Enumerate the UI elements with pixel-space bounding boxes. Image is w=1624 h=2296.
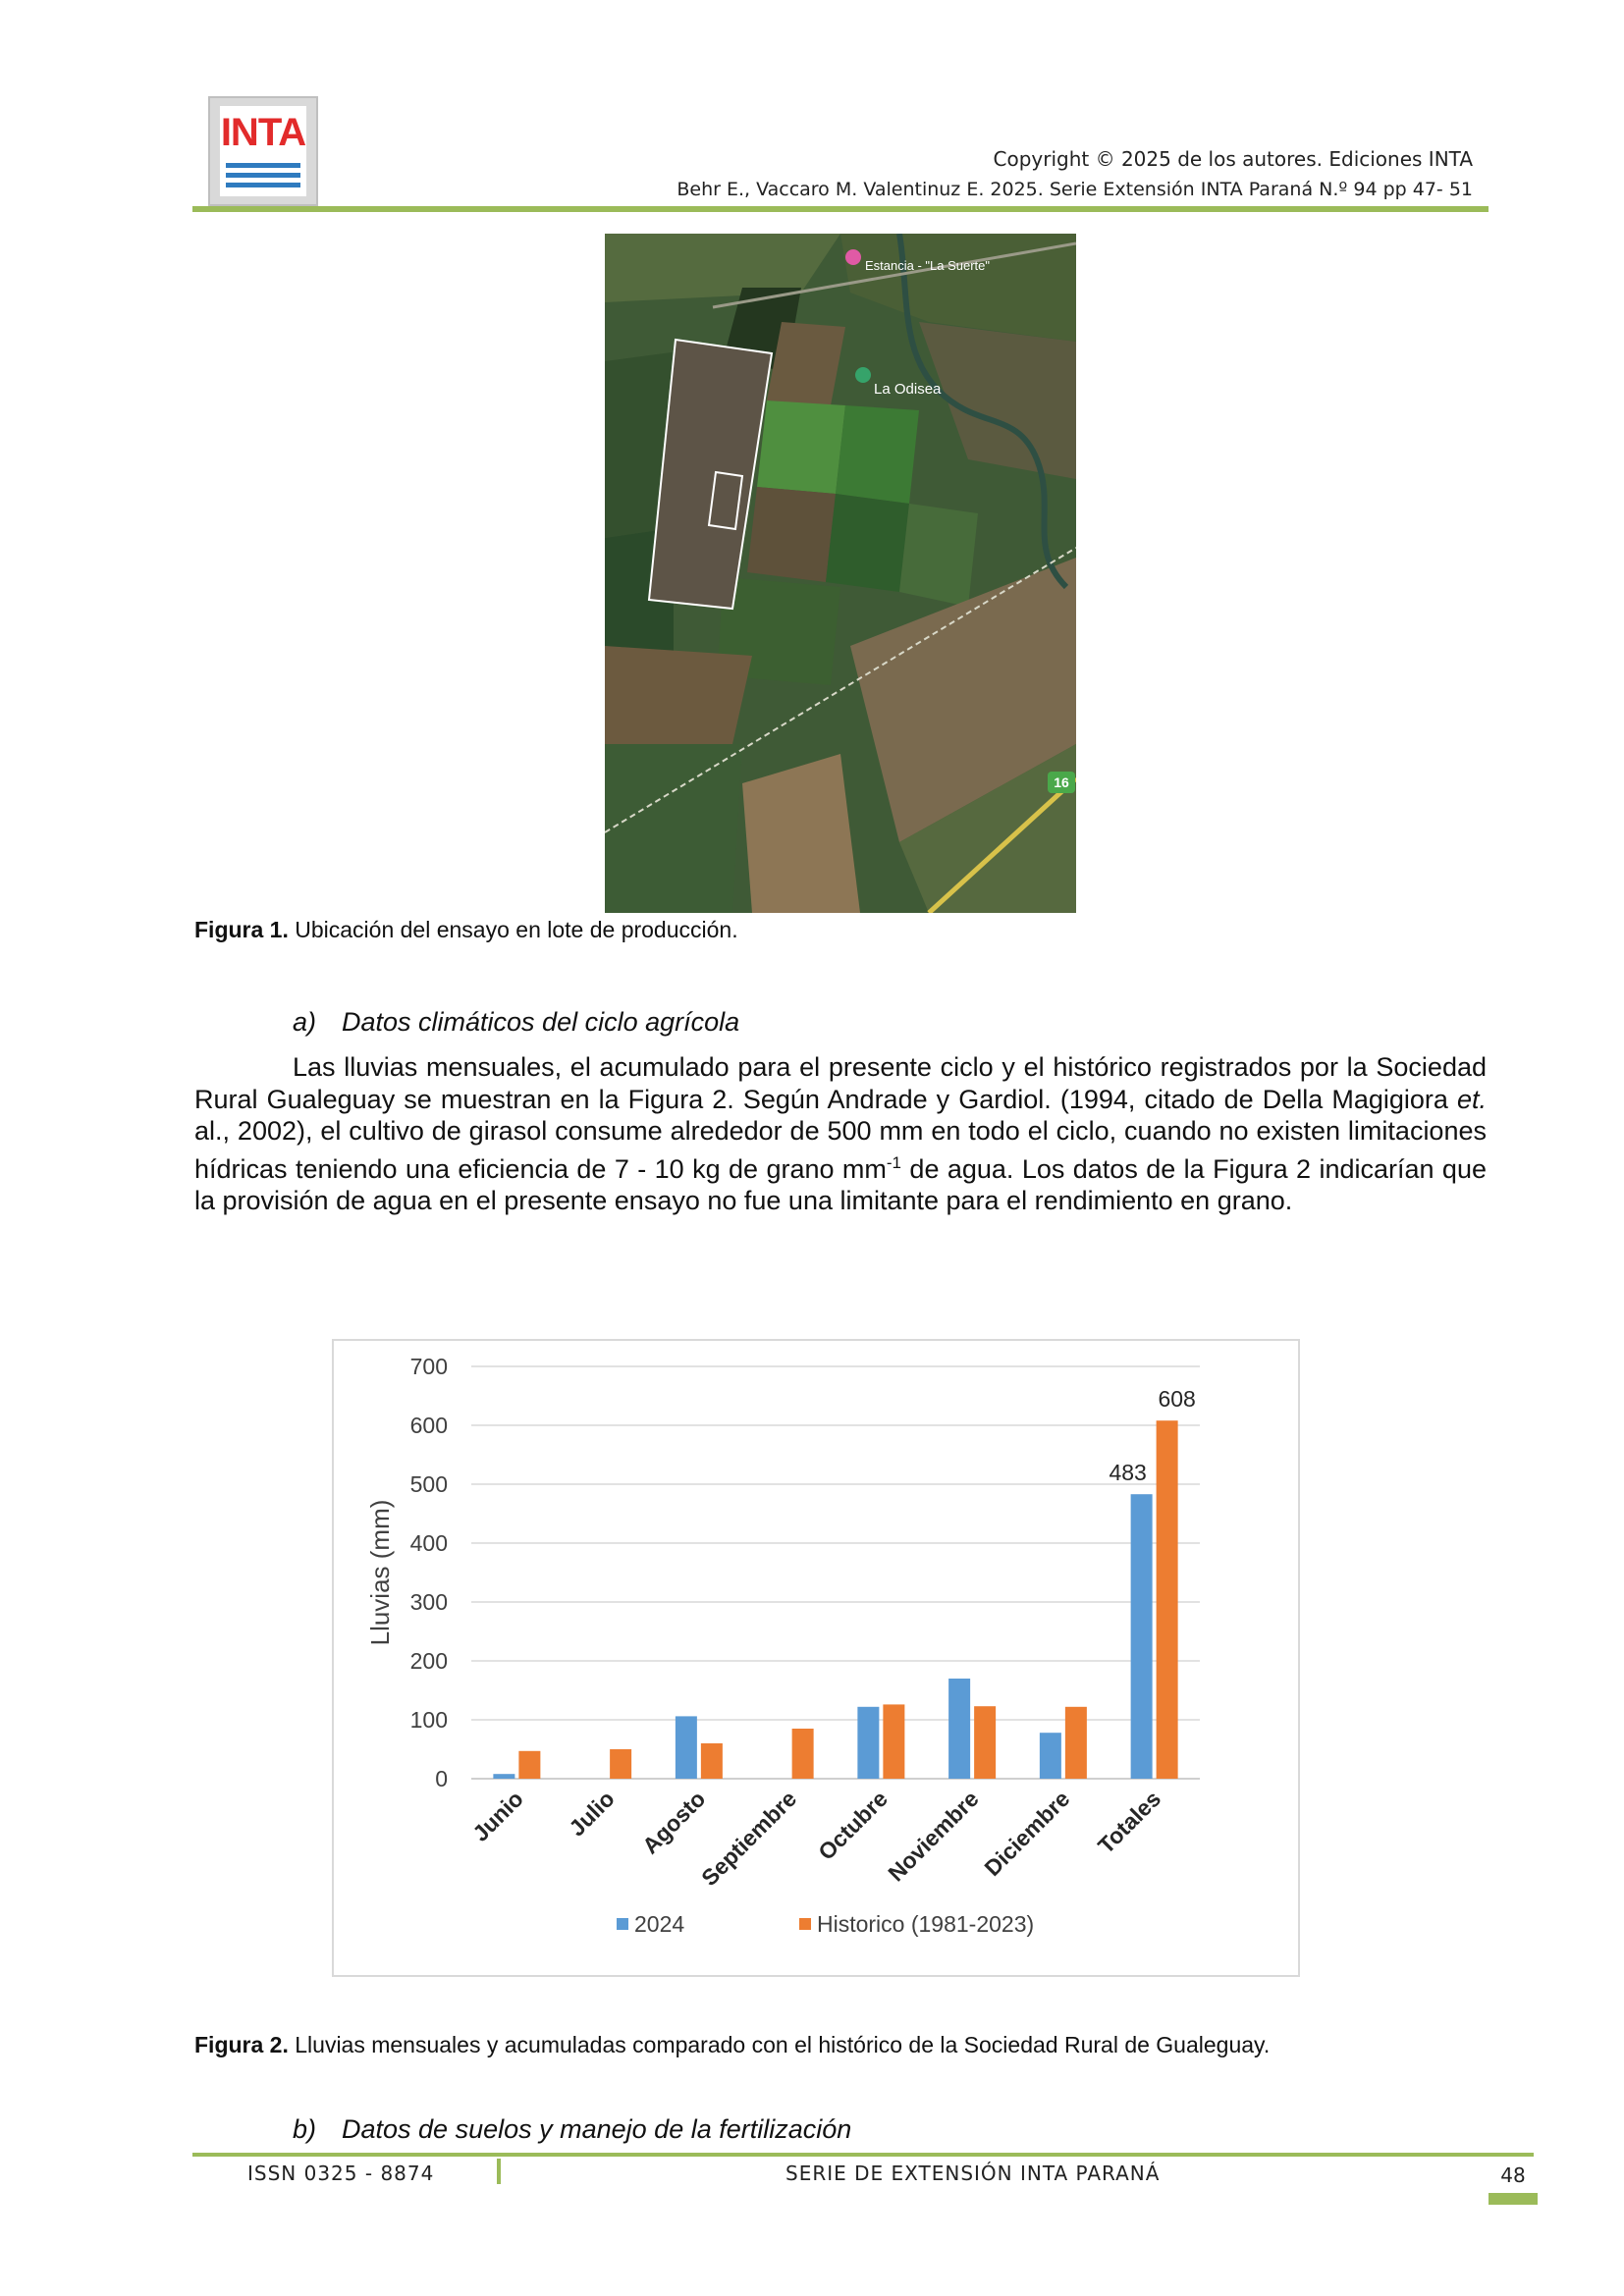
section-b-letter: b) [293,2114,317,2144]
map-label-estancia: Estancia - "La Suerte" [865,258,991,273]
bar-2024-junio [493,1774,514,1779]
bar-historico-julio [610,1749,631,1779]
x-tick-label: Julio [564,1786,620,1842]
paragraph-part2: al., 2002), el cultivo de girasol consume alrededor de 500 mm en todo el ciclo, cuando no existen limitaciones hídricas teniendo una eficiencia de 7 - 10 kg de grano mm [194,1116,1487,1184]
figure1-label: Figura 1. [194,917,289,942]
footer-separator [497,2159,501,2184]
footer-rule [192,2153,1534,2157]
y-tick-label: 200 [409,1648,448,1674]
bar-historico-septiembre [792,1729,814,1779]
bar-historico-noviembre [974,1706,996,1779]
y-tick-label: 300 [409,1589,448,1615]
bar-2024-agosto [676,1716,697,1779]
bar-historico-totales [1157,1420,1178,1779]
bar-historico-agosto [701,1743,723,1779]
logo-text: INTA [220,111,306,154]
legend-swatch [617,1918,628,1930]
y-tick-label: 0 [435,1766,448,1791]
section-a-heading [293,1007,739,1038]
map-label-odisea: La Odisea [874,381,942,398]
paragraph-superscript: -1 [886,1152,902,1172]
paragraph-etal: et. [1456,1084,1487,1114]
satellite-map [605,234,1076,913]
bar-historico-octubre [883,1704,904,1779]
x-tick-label: Octubre [813,1786,893,1865]
header-citation: Behr E., Vaccaro M. Valentinuz E. 2025. Serie Extensión INTA Paraná N.º 94 pp 47- 51 [677,179,1473,200]
figure2-caption [194,2032,1270,2058]
figure1-text: Ubicación del ensayo en lote de producción. [288,917,738,942]
logo-stripe [226,173,300,178]
section-b-title: Datos de suelos y manejo de la fertilización [342,2114,852,2144]
section-b-heading [293,2114,851,2145]
paragraph-part1: Las lluvias mensuales, el acumulado para el presente ciclo y el histórico registrados por la Sociedad Rural Gualeguay se muestran en la Figura 2. Según Andrade y Gardiol. (1994, citado de Della Magigiora [194,1052,1487,1114]
data-label: 608 [1158,1386,1196,1413]
figure2-label: Figura 2. [194,2032,289,2057]
header-rule [192,206,1489,212]
rainfall-chart-svg [334,1341,1298,1975]
legend-label: 2024 [634,1911,685,1937]
inta-logo [208,96,318,206]
body-paragraph [194,1051,1487,1217]
x-tick-label: Noviembre [883,1786,984,1887]
x-tick-label: Totales [1093,1786,1166,1859]
section-a-title: Datos climáticos del ciclo agrícola [342,1007,740,1037]
bar-2024-diciembre [1040,1733,1061,1779]
bar-historico-junio [518,1751,540,1779]
y-axis-label: Lluvias (mm) [365,1499,395,1646]
logo-stripe [226,163,300,168]
footer-issn: ISSN 0325 - 8874 [247,2162,435,2185]
y-tick-label: 700 [409,1354,448,1379]
y-tick-label: 400 [409,1530,448,1556]
y-tick-label: 100 [409,1707,448,1733]
y-tick-label: 600 [409,1413,448,1438]
section-a-letter: a) [293,1007,317,1037]
figure2-text: Lluvias mensuales y acumuladas comparado con el histórico de la Sociedad Rural de Gualeguay. [288,2032,1271,2057]
logo-stripe [226,183,300,187]
paragraph-part3: de agua. Los datos de la Figura 2 indicarían que la provisión de agua en el presente ensayo no fue una limitante para el rendimiento en grano. [194,1153,1487,1215]
bar-historico-diciembre [1065,1707,1087,1779]
x-tick-label: Diciembre [979,1786,1075,1882]
bar-2024-noviembre [948,1679,970,1779]
route-badge: 16 [1054,774,1069,790]
figure1-caption [194,917,738,943]
page-number: 48 [1500,2163,1526,2187]
legend-label: Historico (1981-2023) [817,1911,1035,1937]
bar-2024-octubre [857,1707,879,1779]
footer-series: SERIE DE EXTENSIÓN INTA PARANÁ [785,2162,1161,2185]
bar-2024-totales [1131,1494,1153,1779]
rainfall-chart [332,1339,1300,1977]
x-tick-label: Junio [467,1786,528,1846]
data-label: 483 [1109,1460,1147,1486]
page-number-bar [1489,2193,1538,2205]
x-tick-label: Agosto [637,1786,711,1859]
y-tick-label: 500 [409,1471,448,1497]
x-tick-label: Septiembre [696,1786,802,1892]
legend-swatch [799,1918,811,1930]
header-copyright: Copyright © 2025 de los autores. Ediciones INTA [993,147,1473,171]
